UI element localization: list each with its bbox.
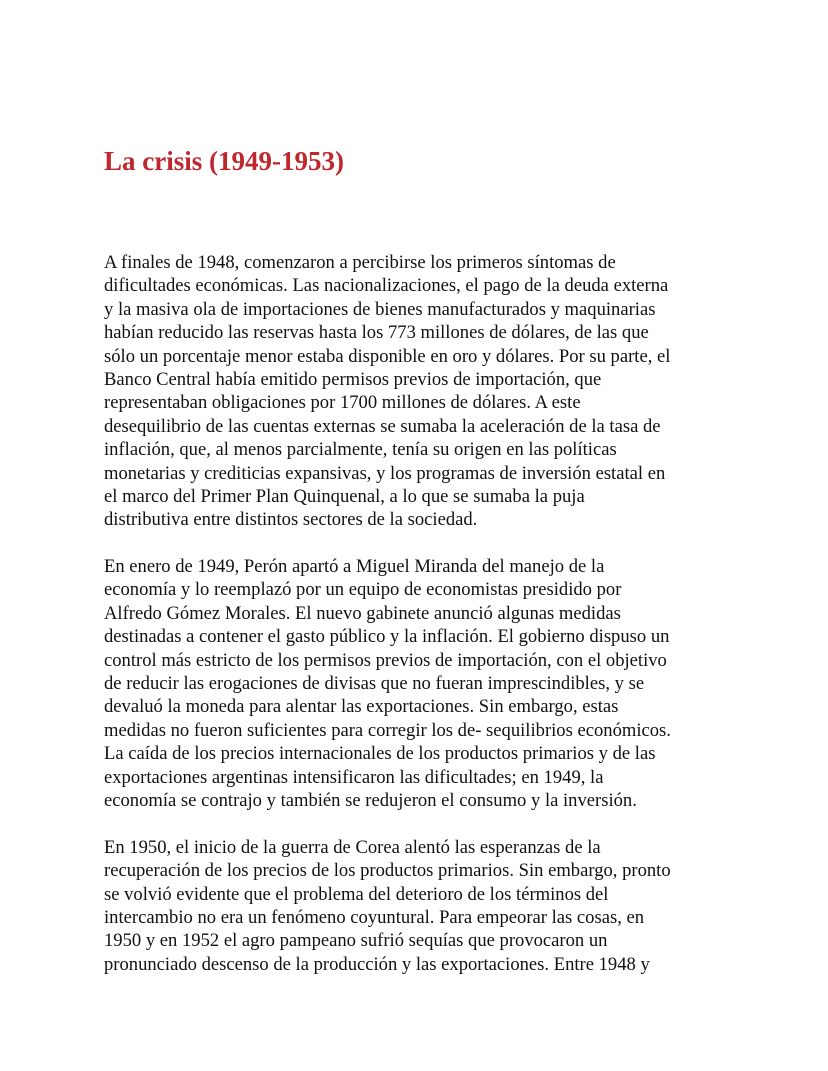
text-line: dificultades económicas. Las nacionalizaciones, el pago de la deuda externa <box>104 275 669 297</box>
paragraph-2 <box>104 555 728 812</box>
text-line: el marco del Primer Plan Quinquenal, a lo que se sumaba la puja <box>104 485 585 507</box>
text-line: y la masiva ola de importaciones de bienes manufacturados y maquinarias <box>104 298 656 320</box>
document-body <box>104 251 728 976</box>
text-line: monetarias y crediticias expansivas, y los programas de inversión estatal en <box>104 462 666 484</box>
text-line: La caída de los precios internacionales de los productos primarios y de las <box>104 743 656 765</box>
text-line: destinadas a contener el gasto público y la inflación. El gobierno dispuso un <box>104 626 670 648</box>
text-line: control más estricto de los permisos previos de importación, con el objetivo <box>104 649 667 671</box>
text-line: inflación, que, al menos parcialmente, tenía su origen en las políticas <box>104 439 617 461</box>
text-line: sólo un porcentaje menor estaba disponible en oro y dólares. Por su parte, el <box>104 345 671 367</box>
text-line: desequilibrio de las cuentas externas se sumaba la aceleración de la tasa de <box>104 415 661 437</box>
text-line: representaban obligaciones por 1700 millones de dólares. A este <box>104 392 581 414</box>
text-line: intercambio no era un fenómeno coyuntural. Para empeorar las cosas, en <box>104 906 645 928</box>
text-line: economía se contrajo y también se redujeron el consumo y la inversión. <box>104 789 637 811</box>
paragraph-3 <box>104 836 728 976</box>
text-line: Banco Central había emitido permisos previos de importación, que <box>104 368 602 390</box>
text-line: economía y lo reemplazó por un equipo de economistas presidido por <box>104 579 622 601</box>
text-line: exportaciones argentinas intensificaron las dificultades; en 1949, la <box>104 766 604 788</box>
text-line: 1950 y en 1952 el agro pampeano sufrió sequías que provocaron un <box>104 930 608 952</box>
paragraph-gap <box>104 532 728 555</box>
text-line: pronunciado descenso de la producción y las exportaciones. Entre 1948 y <box>104 953 650 975</box>
text-line: medidas no fueron suficientes para corregir los de- sequilibrios económicos. <box>104 719 671 741</box>
text-line: de reducir las erogaciones de divisas que no fueran imprescindibles, y se <box>104 673 645 695</box>
text-line: Alfredo Gómez Morales. El nuevo gabinete anunció algunas medidas <box>104 602 621 624</box>
text-line: A finales de 1948, comenzaron a percibirse los primeros síntomas de <box>104 252 616 273</box>
paragraph-gap <box>104 812 728 835</box>
text-line: En 1950, el inicio de la guerra de Corea alentó las esperanzas de la <box>104 836 601 858</box>
page-title: La crisis (1949-1953) <box>104 146 344 176</box>
paragraph-1 <box>104 251 728 532</box>
text-line: En enero de 1949, Perón apartó a Miguel Miranda del manejo de la <box>104 556 605 578</box>
text-line: recuperación de los precios de los productos primarios. Sin embargo, pronto <box>104 860 671 882</box>
text-line: distributiva entre distintos sectores de la sociedad. <box>104 509 478 531</box>
text-line: devaluó la moneda para alentar las exportaciones. Sin embargo, estas <box>104 696 619 718</box>
text-line: habían reducido las reservas hasta los 773 millones de dólares, de las que <box>104 322 649 344</box>
text-line: se volvió evidente que el problema del deterioro de los términos del <box>104 883 609 905</box>
